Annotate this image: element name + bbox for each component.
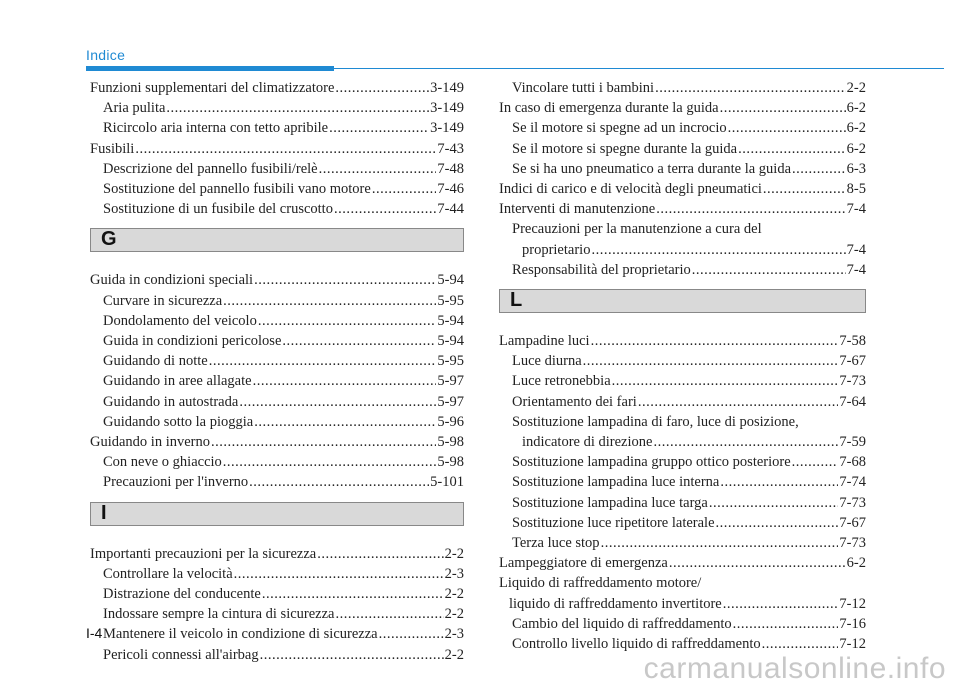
index-entry-text: Precauzioni per la manutenzione a cura del — [512, 221, 762, 238]
dot-leader — [253, 371, 437, 391]
index-entry — [499, 331, 866, 351]
section-header-i — [90, 502, 464, 526]
index-entry — [90, 472, 464, 492]
index-entry-row — [103, 624, 464, 644]
index-entry-text: Controllo livello liquido di raffreddamento — [512, 636, 761, 653]
index-entry-row — [512, 533, 866, 553]
index-entry-text: Luce retronebbia — [512, 373, 611, 390]
index-entry — [499, 159, 866, 179]
index-entry-page: 7-73 — [839, 535, 866, 552]
index-entry — [90, 392, 464, 412]
index-entry-row — [512, 472, 866, 492]
index-entry-text: Importanti precauzioni per la sicurezza — [90, 545, 317, 562]
index-entry-row — [512, 513, 866, 533]
dot-leader — [733, 614, 839, 634]
dot-leader — [239, 392, 436, 412]
dot-leader — [319, 159, 437, 179]
index-entry-page: 7-4 — [846, 261, 866, 278]
index-entry-row — [103, 331, 464, 351]
dot-leader — [583, 351, 839, 371]
index-entry-row — [499, 179, 866, 199]
index-entry-page: 3-149 — [430, 100, 464, 117]
dot-leader — [209, 351, 437, 371]
index-entry-row — [103, 371, 464, 391]
dot-leader — [317, 544, 443, 564]
index-entry — [499, 351, 866, 371]
index-entry — [90, 584, 464, 604]
index-entry-row — [103, 584, 464, 604]
index-entry — [499, 118, 866, 138]
dot-leader — [601, 533, 839, 553]
index-entry-text: Ricircolo aria interna con tetto apribile — [103, 120, 329, 137]
dot-leader — [223, 452, 437, 472]
header-rule-thin — [334, 68, 944, 69]
index-entry-page: 7-64 — [839, 393, 866, 410]
index-entry-row — [499, 594, 866, 614]
index-entry — [499, 493, 866, 513]
index-entry — [499, 513, 866, 533]
section-header-l — [499, 289, 866, 313]
index-entry-row — [103, 645, 464, 665]
index-entry-page: 7-74 — [839, 474, 866, 491]
index-entry — [499, 452, 866, 472]
index-entry-row — [103, 564, 464, 584]
index-entry — [499, 472, 866, 492]
dot-leader — [723, 594, 839, 614]
watermark: carmanualsonline.info — [643, 652, 946, 685]
dot-leader — [335, 78, 429, 98]
index-entry-text: Vincolare tutti i bambini — [512, 80, 655, 96]
page-number: I-4 — [86, 625, 103, 641]
index-entry — [499, 199, 866, 219]
index-entry-row — [512, 614, 866, 634]
dot-leader — [334, 199, 436, 219]
dot-leader — [260, 645, 444, 665]
index-entry — [499, 371, 866, 391]
dot-leader — [653, 432, 838, 452]
index-entry-text: Sostituzione lampadina di faro, luce di posizione, — [512, 413, 799, 430]
dot-leader — [379, 624, 444, 644]
index-entry — [90, 118, 464, 138]
index-entry-page: 5-94 — [437, 272, 464, 289]
index-entry-row — [512, 159, 866, 179]
index-entry-row — [512, 452, 866, 472]
dot-leader — [709, 493, 839, 513]
index-entry-row — [512, 351, 866, 371]
dot-leader — [135, 139, 436, 159]
index-entry-text: Guidando in inverno — [90, 434, 211, 451]
index-entry-page: 6-2 — [846, 140, 866, 157]
index-entry-text: Lampeggiatore di emergenza — [499, 555, 668, 572]
index-entry — [499, 98, 866, 118]
index-entry-page: 3-149 — [430, 120, 464, 137]
index-entry-text: Interventi di manutenzione — [499, 201, 656, 218]
index-entry-row — [512, 392, 866, 412]
dot-leader — [612, 371, 839, 391]
index-entry-row — [103, 179, 464, 199]
index-entry-page: 7-4 — [846, 241, 866, 258]
index-entry-text: Responsabilità del proprietario — [512, 261, 691, 278]
index-entry-text: Curvare in sicurezza — [103, 292, 223, 309]
dot-leader — [720, 98, 846, 118]
index-entry-text: Sostituzione di un fusibile del cruscotto — [103, 201, 333, 218]
dot-leader — [638, 392, 839, 412]
index-entry-page: 7-73 — [839, 494, 866, 511]
index-entry-page: 7-12 — [839, 636, 866, 653]
index-entry-page: 5-96 — [437, 413, 464, 430]
index-entry-page: 5-97 — [437, 393, 464, 410]
index-entry-text: Sostituzione lampadina luce interna — [512, 474, 720, 491]
index-entry-row — [103, 604, 464, 624]
index-entry-text: Lampadine luci — [499, 333, 590, 350]
index-entry-row — [499, 199, 866, 219]
dot-leader — [336, 604, 444, 624]
index-entry-page: 5-95 — [437, 292, 464, 309]
index-entry-text: Aria pulita — [103, 100, 166, 117]
index-entry-text: Terza luce stop — [512, 535, 600, 552]
index-entry — [90, 432, 464, 452]
index-entry-page: 5-97 — [437, 373, 464, 390]
dot-leader — [211, 432, 436, 452]
index-entry-row — [103, 98, 464, 118]
index-entry-row — [512, 371, 866, 391]
index-entry-page: 6-2 — [846, 120, 866, 137]
index-entry-row — [512, 493, 866, 513]
index-entry-row — [90, 432, 464, 452]
index-entry-row — [103, 392, 464, 412]
index-entry — [90, 544, 464, 564]
index-entry-row — [90, 139, 464, 159]
index-entry-page: 2-3 — [444, 626, 464, 643]
index-entry-text: Mantenere il veicolo in condizione di sicurezza — [103, 626, 378, 643]
index-entry — [499, 392, 866, 412]
index-entry — [90, 78, 464, 98]
index-entry-text: liquido di raffreddamento invertitore — [509, 595, 722, 612]
index-entry-text: Sostituzione del pannello fusibili vano motore — [103, 181, 371, 198]
index-entry-row — [512, 240, 866, 260]
dot-leader — [249, 472, 429, 492]
index-entry-row — [499, 331, 866, 351]
index-entry-page: 5-98 — [437, 434, 464, 451]
index-entry-row — [103, 452, 464, 472]
index-column-right — [499, 78, 866, 654]
index-entry — [90, 604, 464, 624]
index-entry-text: Sostituzione lampadina gruppo ottico posteriore — [512, 454, 791, 471]
dot-leader — [258, 311, 437, 331]
dot-leader — [591, 331, 839, 351]
index-entry-row — [90, 78, 464, 98]
index-entry-page: 6-2 — [846, 100, 866, 117]
index-entry-text: Fusibili — [90, 140, 135, 157]
index-entry-text: Precauzioni per l'inverno — [103, 474, 249, 491]
index-entry-page: 7-4 — [846, 201, 866, 218]
index-entry-page: 6-3 — [846, 160, 866, 177]
index-entry-row — [512, 260, 866, 280]
index-entry-page: 5-98 — [437, 454, 464, 471]
dot-leader — [716, 513, 839, 533]
section-letter: L — [510, 289, 523, 312]
index-entry-text: Guida in condizioni speciali — [90, 272, 254, 289]
dot-leader — [792, 452, 839, 472]
index-entry-row — [512, 118, 866, 138]
header-rule-thick — [86, 66, 334, 71]
index-entry-page: 8-5 — [846, 181, 866, 198]
index-entry-page: 2-3 — [444, 565, 464, 582]
index-entry-page: 7-44 — [437, 201, 464, 218]
index-entry — [499, 78, 866, 98]
index-column-left — [90, 78, 464, 665]
index-entry-page: 2-2 — [444, 606, 464, 623]
index-entry-page: 2-2 — [444, 646, 464, 663]
index-entry-row — [499, 98, 866, 118]
index-entry — [90, 98, 464, 118]
dot-leader — [692, 260, 846, 280]
index-entry-page: 5-95 — [437, 353, 464, 370]
index-entry-row — [512, 78, 866, 98]
index-entry — [499, 553, 866, 573]
index-entry-page: 3-149 — [430, 80, 464, 96]
index-entry-text: Indossare sempre la cintura di sicurezza — [103, 606, 335, 623]
dot-leader — [728, 118, 846, 138]
index-entry — [90, 351, 464, 371]
index-entry-page: 5-94 — [437, 312, 464, 329]
index-entry — [90, 412, 464, 432]
index-entry-row — [103, 472, 464, 492]
index-entry-text: Se il motore si spegne durante la guida — [512, 140, 738, 157]
dot-leader — [254, 412, 436, 432]
index-entry — [90, 199, 464, 219]
index-entry — [499, 614, 866, 634]
index-entry — [90, 371, 464, 391]
index-entry-row — [512, 432, 866, 452]
index-entry-text: Guidando sotto la pioggia — [103, 413, 254, 430]
index-entry — [90, 139, 464, 159]
section-header-g — [90, 228, 464, 252]
index-entry-page: 7-68 — [839, 454, 866, 471]
dot-leader — [282, 331, 436, 351]
index-entry-row — [512, 139, 866, 159]
index-entry — [499, 179, 866, 199]
index-entry-text: Orientamento dei fari — [512, 393, 637, 410]
index-entry-row — [90, 270, 464, 290]
index-entry — [90, 159, 464, 179]
index-entry — [90, 331, 464, 351]
index-entry-text: In caso di emergenza durante la guida — [499, 100, 719, 117]
index-entry-text: Sostituzione lampadina luce targa — [512, 494, 708, 511]
index-entry-text: Guida in condizioni pericolose — [103, 333, 282, 350]
index-entry-page: 7-43 — [437, 140, 464, 157]
dot-leader — [591, 240, 845, 260]
dot-leader — [655, 78, 846, 98]
index-entry-row — [103, 291, 464, 311]
index-entry-text: Controllare la velocità — [103, 565, 233, 582]
index-entry-row — [103, 311, 464, 331]
index-entry-row — [499, 553, 866, 573]
index-entry-page: 2-2 — [846, 80, 866, 96]
index-entry — [90, 291, 464, 311]
index-entry-text: proprietario — [522, 241, 591, 258]
index-entry-page: 2-2 — [444, 586, 464, 603]
index-entry — [499, 139, 866, 159]
index-entry-page: 7-58 — [839, 333, 866, 350]
index-entry-text: Dondolamento del veicolo — [103, 312, 257, 329]
index-entry — [90, 564, 464, 584]
index-entry-text: Se si ha uno pneumatico a terra durante la guida — [512, 160, 792, 177]
index-entry-page: 2-2 — [444, 545, 464, 562]
index-entry — [90, 624, 464, 644]
dot-leader — [763, 179, 846, 199]
dot-leader — [738, 139, 846, 159]
index-entry-text: Guidando di notte — [103, 353, 208, 370]
index-entry-text: indicatore di direzione — [522, 434, 653, 451]
index-entry-page: 7-67 — [839, 353, 866, 370]
index-entry-text: Liquido di raffreddamento motore/ — [499, 575, 702, 592]
dot-leader — [792, 159, 846, 179]
dot-leader — [166, 98, 429, 118]
page-header-title: Indice — [86, 47, 126, 63]
dot-leader — [372, 179, 437, 199]
index-entry-row — [103, 412, 464, 432]
index-entry-row — [103, 351, 464, 371]
dot-leader — [669, 553, 846, 573]
index-entry-row — [90, 544, 464, 564]
section-letter: I — [101, 501, 107, 524]
index-entry — [499, 573, 866, 613]
index-entry — [499, 219, 866, 259]
index-entry-text: Guidando in aree allagate — [103, 373, 252, 390]
index-entry-text: Sostituzione luce ripetitore laterale — [512, 514, 715, 531]
index-entry-row — [103, 199, 464, 219]
index-entry-page: 7-48 — [437, 160, 464, 177]
index-entry — [499, 260, 866, 280]
dot-leader — [234, 564, 444, 584]
index-entry-page: 7-12 — [839, 595, 866, 612]
index-entry — [90, 311, 464, 331]
index-entry-page: 6-2 — [846, 555, 866, 572]
index-entry-text: Guidando in autostrada — [103, 393, 239, 410]
index-entry-text: Se il motore si spegne ad un incrocio — [512, 120, 727, 137]
index-entry-text: Indici di carico e di velocità degli pneumatici — [499, 181, 762, 198]
dot-leader — [254, 270, 436, 290]
index-entry — [90, 645, 464, 665]
dot-leader — [329, 118, 429, 138]
dot-leader — [223, 291, 436, 311]
index-entry-text: Pericoli connessi all'airbag — [103, 646, 259, 663]
index-entry-page: 7-59 — [839, 434, 866, 451]
index-entry-page: 7-67 — [839, 514, 866, 531]
index-entry-page: 7-16 — [839, 615, 866, 632]
index-entry — [499, 412, 866, 452]
index-entry-page: 7-46 — [437, 181, 464, 198]
index-entry — [90, 179, 464, 199]
index-entry — [499, 533, 866, 553]
index-entry-text: Con neve o ghiaccio — [103, 454, 222, 471]
section-letter: G — [101, 228, 117, 251]
dot-leader — [656, 199, 845, 219]
index-entry-text: Descrizione del pannello fusibili/relè — [103, 160, 318, 177]
index-entry-page: 7-73 — [839, 373, 866, 390]
index-entry-text: Distrazione del conducente — [103, 586, 261, 603]
dot-leader — [720, 472, 838, 492]
dot-leader — [262, 584, 444, 604]
index-entry-text: Cambio del liquido di raffreddamento — [512, 615, 732, 632]
index-entry-text: Luce diurna — [512, 353, 582, 370]
index-entry-row — [103, 118, 464, 138]
index-entry-page: 5-101 — [430, 474, 464, 491]
index-entry — [90, 270, 464, 290]
index-entry-text: Funzioni supplementari del climatizzatore — [90, 80, 335, 96]
index-entry-page: 5-94 — [437, 333, 464, 350]
index-entry — [90, 452, 464, 472]
index-entry-row — [103, 159, 464, 179]
